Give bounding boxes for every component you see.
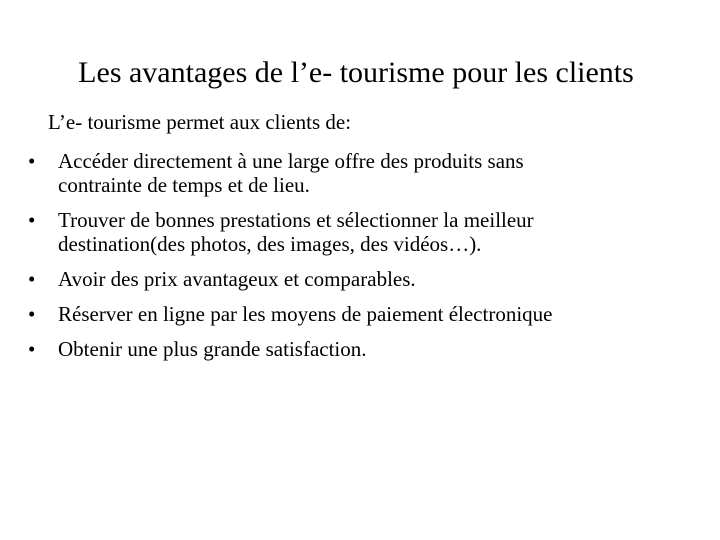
bullet-item bbox=[28, 149, 688, 197]
bullet-dot: • bbox=[28, 149, 36, 173]
bullet-item bbox=[28, 337, 688, 361]
bullet-line: Avoir des prix avantageux et comparables. bbox=[58, 267, 416, 291]
intro-text: L’e- tourisme permet aux clients de: bbox=[48, 110, 352, 134]
bullet-line: Obtenir une plus grande satisfaction. bbox=[58, 337, 367, 361]
bullet-dot: • bbox=[28, 337, 36, 361]
bullet-dot: • bbox=[28, 267, 36, 291]
bullet-item bbox=[28, 267, 688, 291]
bullet-line: destination(des photos, des images, des vidéos…). bbox=[58, 232, 482, 256]
bullet-line: Trouver de bonnes prestations et sélectionner la meilleur bbox=[58, 208, 534, 232]
bullet-line: Accéder directement à une large offre des produits sans bbox=[58, 149, 524, 173]
bullet-dot: • bbox=[28, 208, 36, 232]
bullet-line: contrainte de temps et de lieu. bbox=[58, 173, 310, 197]
bullet-item bbox=[28, 302, 688, 326]
bullet-item bbox=[28, 208, 688, 256]
slide-title: Les avantages de l’e- tourisme pour les clients bbox=[78, 56, 634, 89]
bullet-line: Réserver en ligne par les moyens de paiement électronique bbox=[58, 302, 553, 326]
bullet-list bbox=[28, 149, 688, 372]
bullet-dot: • bbox=[28, 302, 36, 326]
